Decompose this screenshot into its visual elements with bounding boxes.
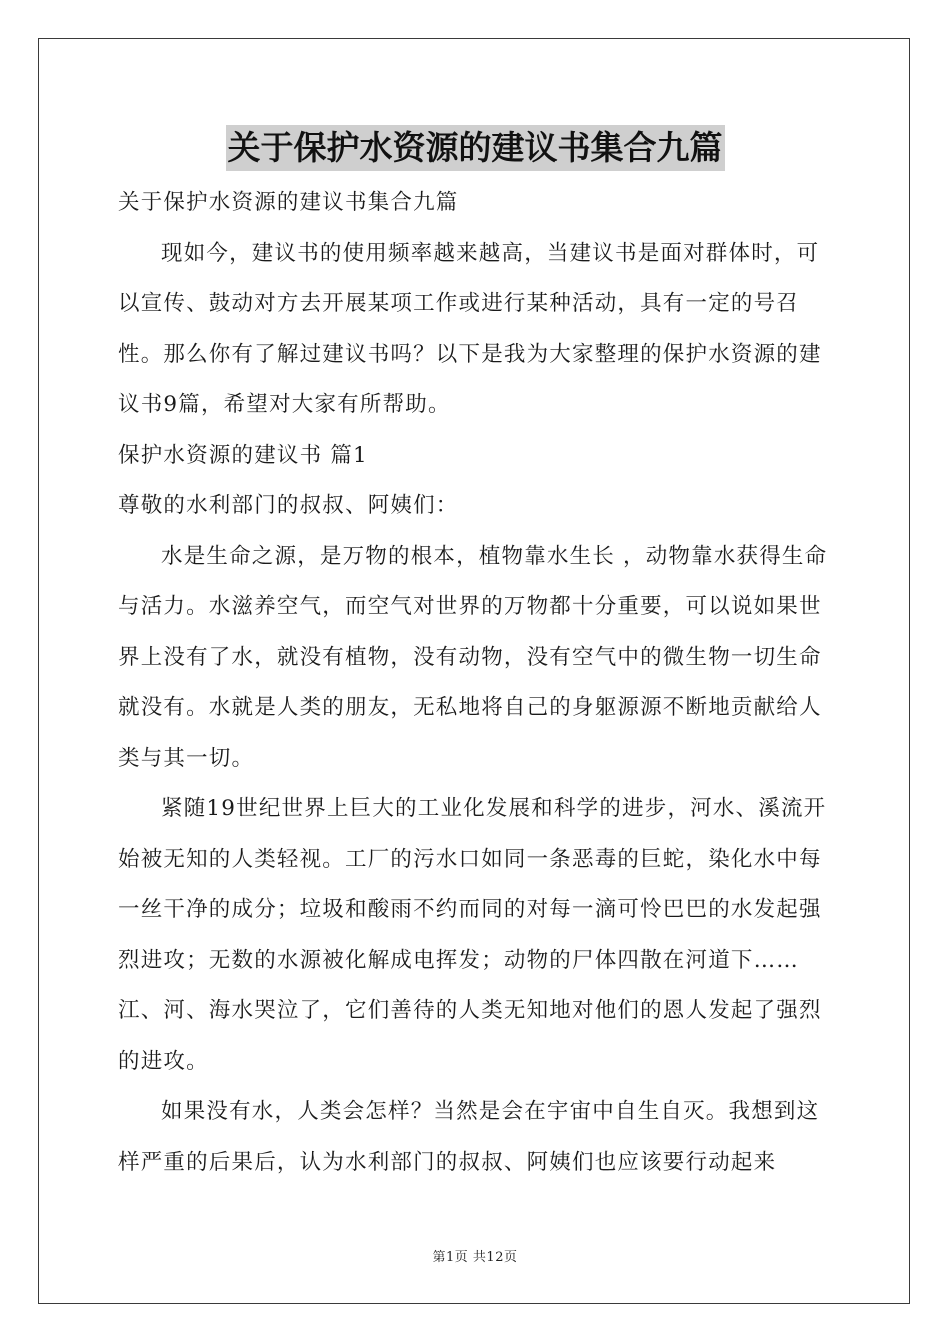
intro-paragraph: 现如今，建议书的使用频率越来越高，当建议书是面对群体时，可以宣传、鼓动对方去开展某项工作或进行某种活动，具有一定的号召性。那么你有了解过建议书吗？以下是我为大家整理的保护水资源的建议书9篇，希望对大家有所帮助。	[118, 240, 822, 417]
document-subtitle: 关于保护水资源的建议书集合九篇	[118, 190, 459, 215]
page-footer: 第1页 共12页	[432, 1250, 518, 1265]
document-title: 关于保护水资源的建议书集合九篇	[226, 125, 725, 171]
title-container	[0, 125, 950, 171]
body-paragraph: 水是生命之源，是万物的根本，植物靠水生长 ，动物靠水获得生命与活力。水滋养空气，而空气对世界的万物都十分重要，可以说如果世界上没有了水，就没有植物，没有动物，没有空气中的微生物一切生命就没有。水就是人类的朋友，无私地将自己的身躯源源不断地贡献给人类与其一切。	[118, 543, 828, 771]
salutation: 尊敬的水利部门的叔叔、阿姨们：	[118, 493, 459, 518]
body-paragraph: 紧随19世纪世界上巨大的工业化发展和科学的进步，河水、溪流开始被无知的人类轻视。工厂的污水口如同一条恶毒的巨蛇，染化水中每一丝干净的成分；垃圾和酸雨不约而同的对每一滴可怜巴巴的水发起强烈进攻；无数的水源被化解成电挥发；动物的尸体四散在河道下……江、河、海水哭泣了，它们善待的人类无知地对他们的恩人发起了强烈的进攻。	[118, 796, 827, 1074]
document-body	[118, 178, 834, 1188]
section-heading: 保护水资源的建议书 篇1	[118, 442, 368, 468]
body-paragraph: 如果没有水，人类会怎样？当然是会在宇宙中自生自灭。我想到这样严重的后果后，认为水利部门的叔叔、阿姨们也应该要行动起来	[118, 1099, 820, 1175]
